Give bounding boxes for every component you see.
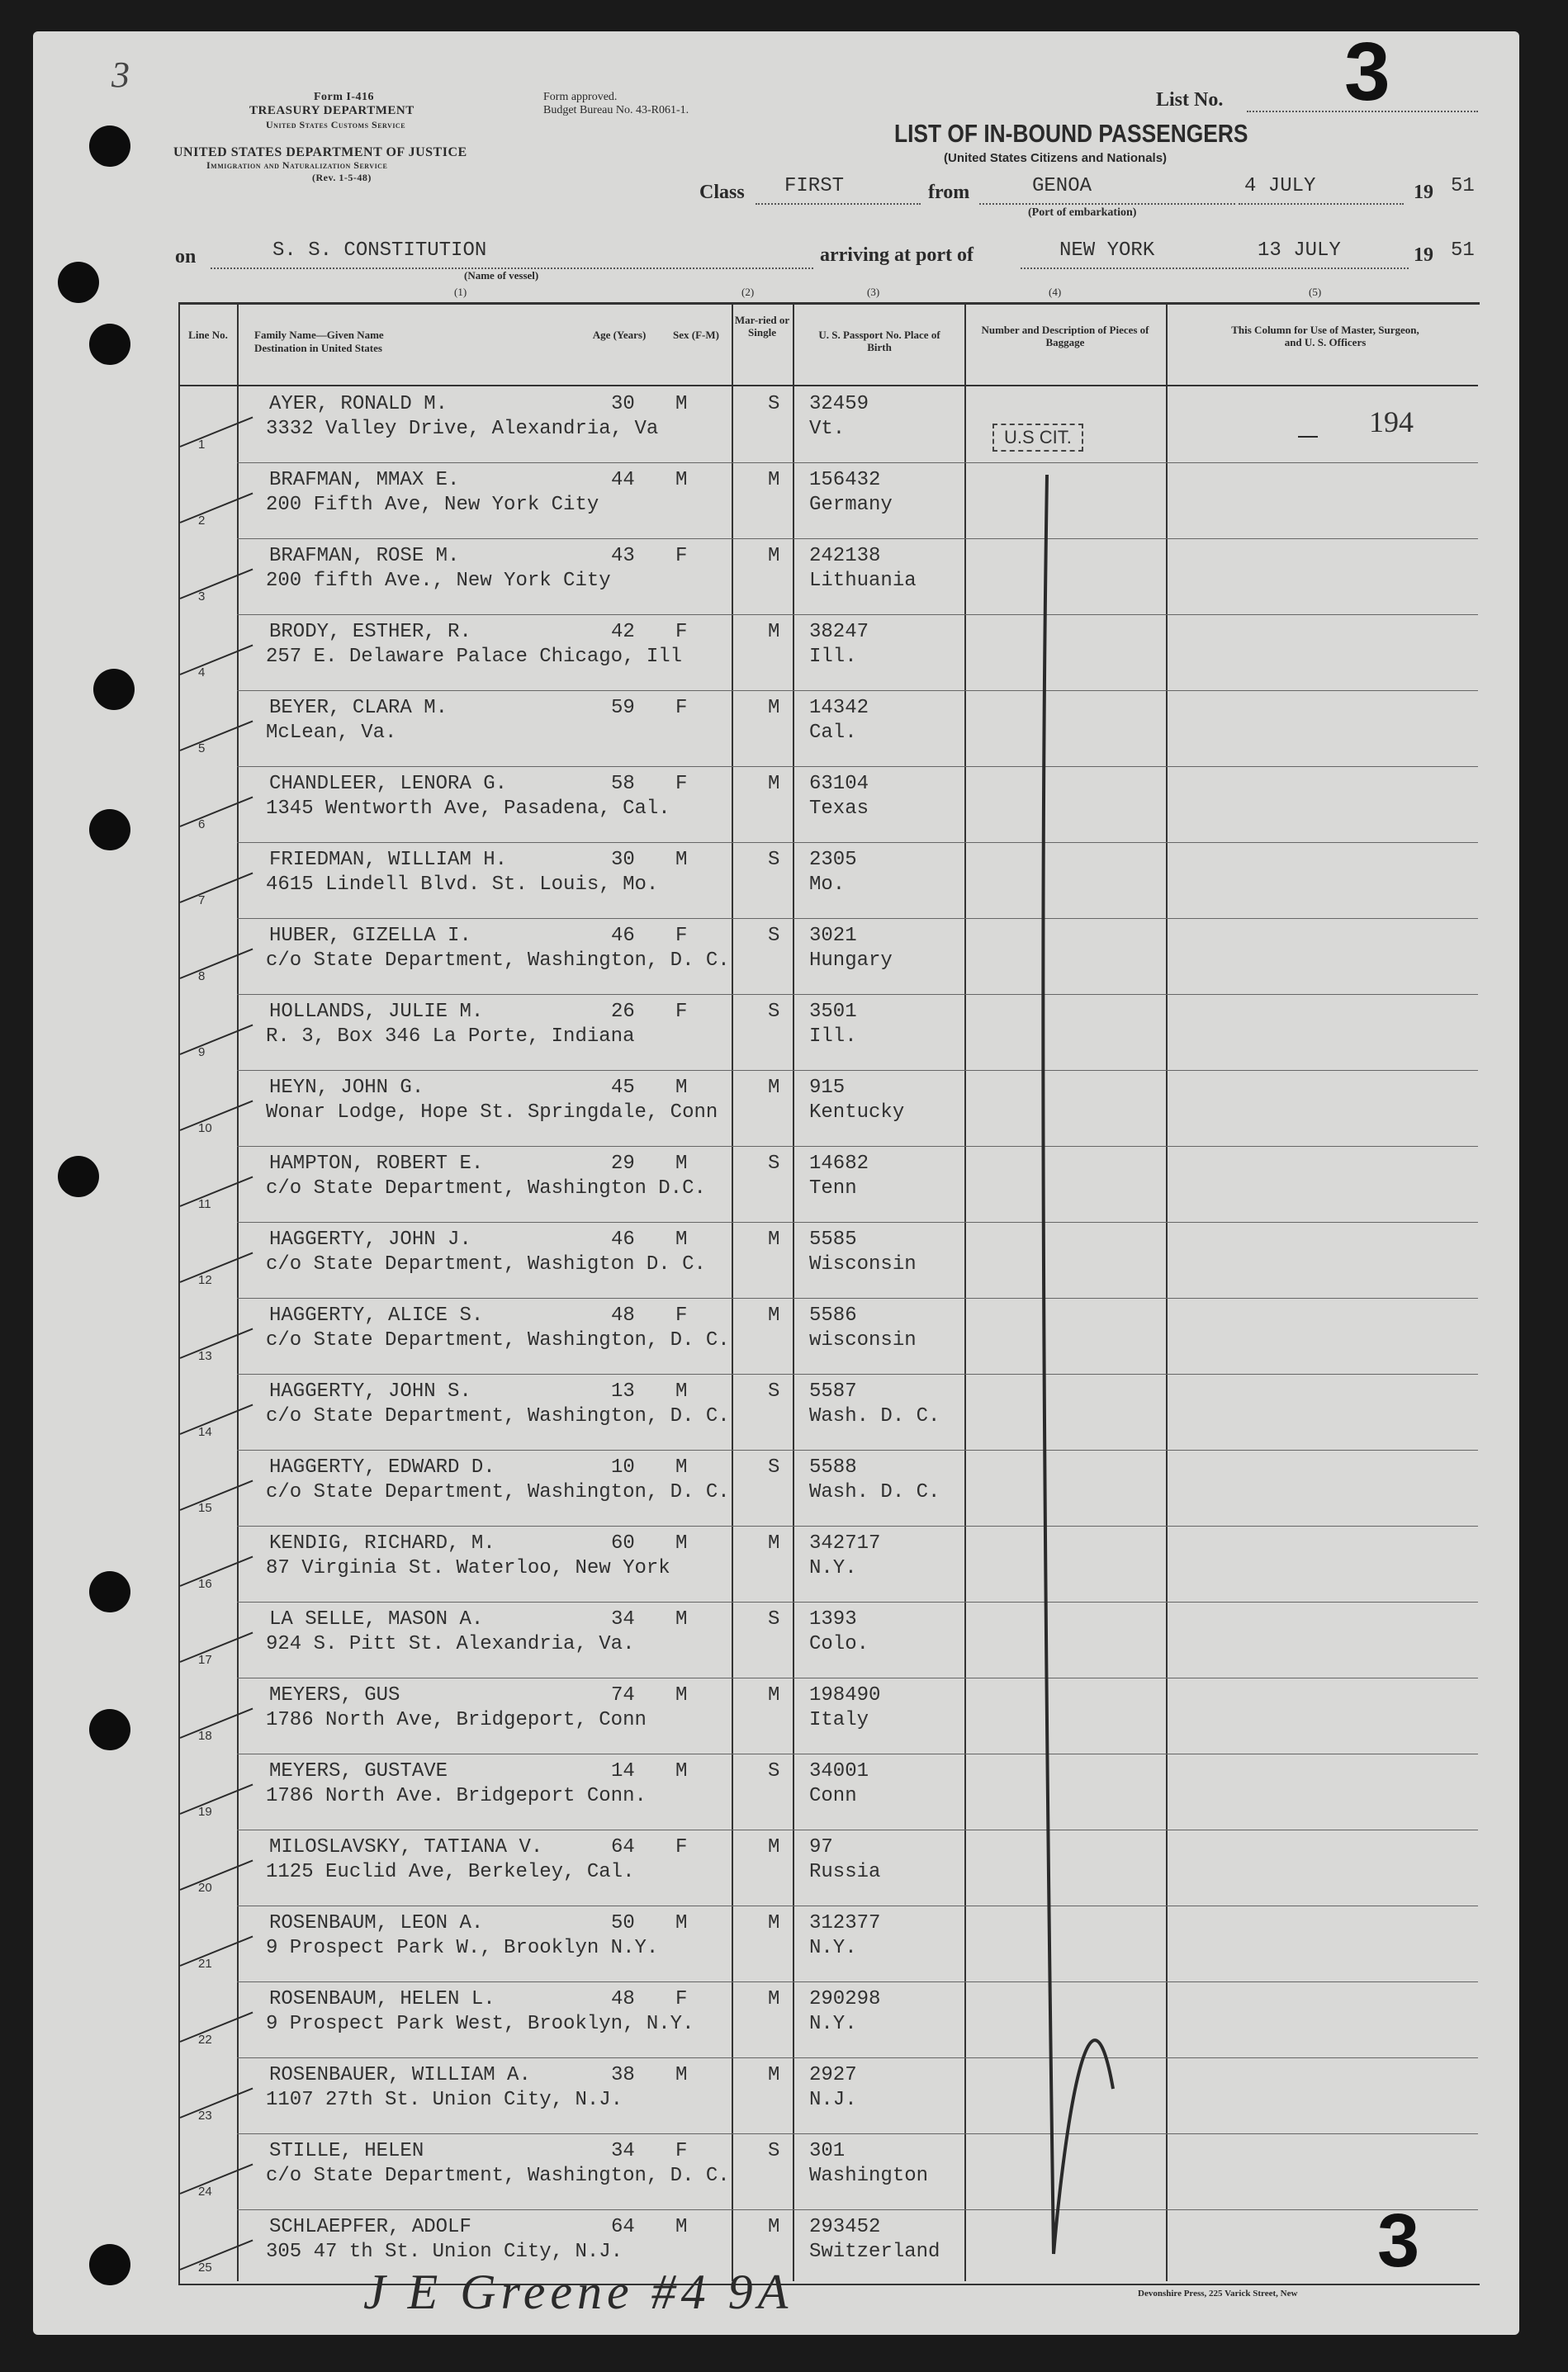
passenger-marital: S [768,2140,780,2162]
birth-place: Ill. [809,646,857,668]
passenger-name: KENDIG, RICHARD, M. [269,1532,495,1555]
line-number: 6 [198,817,206,831]
list-no-value: 3 [1344,26,1390,118]
passenger-sex: M [675,1760,688,1783]
budget-bureau: Budget Bureau No. 43-R061-1. [543,104,689,116]
row-divider [237,1374,1478,1375]
passenger-age: 46 [611,925,635,947]
date-line [1239,203,1404,205]
line-number: 22 [198,2033,212,2047]
from-value: GENOA [1032,175,1092,197]
treasury-dept: TREASURY DEPARTMENT [249,104,415,117]
passport-number: 342717 [809,1532,881,1555]
passenger-marital: M [768,773,780,795]
form-approved: Form approved. [543,91,618,103]
passport-number: 97 [809,1836,833,1858]
passenger-sex: M [675,1456,688,1479]
col-number-2: (2) [741,286,755,298]
passport-number: 34001 [809,1760,869,1783]
passport-number: 2305 [809,849,857,871]
line-number: 2 [198,514,206,528]
footer-mark: 3 [1377,2199,1420,2283]
row-divider [237,538,1478,539]
depart-year-prefix: 19 [1414,182,1433,203]
from-line [979,203,1235,205]
class-value: FIRST [784,175,845,197]
passenger-name: HUBER, GIZELLA I. [269,925,471,947]
row-divider [237,2057,1478,2058]
passenger-destination: 87 Virginia St. Waterloo, New York [266,1557,670,1579]
birth-place: Italy [809,1709,869,1731]
col-number-5: (5) [1309,286,1322,298]
passport-number: 1393 [809,1608,857,1631]
passenger-marital: M [768,2216,780,2238]
passenger-destination: c/o State Department, Washington, D. C. [266,1481,730,1503]
passenger-name: ROSENBAUM, HELEN L. [269,1988,495,2010]
birth-place: Conn [809,1785,857,1807]
row-divider [237,2133,1478,2134]
passenger-sex: F [675,1001,688,1023]
passenger-destination: 200 fifth Ave., New York City [266,570,611,592]
birth-place: Russia [809,1861,881,1883]
passenger-age: 13 [611,1380,635,1403]
passenger-name: HAGGERTY, ALICE S. [269,1304,484,1327]
port-caption: (Port of embarkation) [1028,206,1137,219]
passport-number: 198490 [809,1684,881,1707]
passenger-marital: M [768,2064,780,2086]
birth-place: Switzerland [809,2241,940,2263]
vessel-name: S. S. CONSTITUTION [272,239,487,262]
passenger-name: BEYER, CLARA M. [269,697,448,719]
passenger-destination: 3332 Valley Drive, Alexandria, Va [266,418,659,440]
line-number: 15 [198,1501,212,1515]
passenger-age: 50 [611,1912,635,1934]
passenger-destination: 1107 27th St. Union City, N.J. [266,2089,623,2111]
birth-place: Lithuania [809,570,917,592]
passenger-marital: M [768,1304,780,1327]
passenger-sex: M [675,1912,688,1934]
passport-number: 301 [809,2140,846,2162]
line-number: 24 [198,2185,212,2199]
passport-number: 290298 [809,1988,881,2010]
passenger-name: MILOSLAVSKY, TATIANA V. [269,1836,543,1858]
passenger-marital: M [768,1684,780,1707]
passport-number: 14342 [809,697,869,719]
row-divider [237,1298,1478,1299]
passenger-age: 26 [611,1001,635,1023]
dash-mark [1298,436,1318,438]
passenger-marital: M [768,1836,780,1858]
passenger-age: 38 [611,2064,635,2086]
passenger-sex: M [675,1684,688,1707]
passport-number: 5585 [809,1229,857,1251]
birth-place: N.Y. [809,2013,857,2035]
birth-place: Tenn [809,1177,857,1200]
line-number: 3 [198,589,206,604]
passenger-name: AYER, RONALD M. [269,393,448,415]
birth-place: Kentucky [809,1101,905,1124]
passenger-age: 43 [611,545,635,567]
passenger-name: FRIEDMAN, WILLIAM H. [269,849,508,871]
passenger-destination: Wonar Lodge, Hope St. Springdale, Conn [266,1101,718,1124]
birth-place: Cal. [809,722,857,744]
col-divider [964,302,966,2281]
passenger-age: 29 [611,1153,635,1175]
line-number: 13 [198,1349,212,1363]
passport-number: 14682 [809,1153,869,1175]
passenger-age: 58 [611,773,635,795]
passenger-name: BRAFMAN, MMAX E. [269,469,460,491]
printer-credit: Devonshire Press, 225 Varick Street, New [1138,2289,1298,2299]
passenger-destination: 4615 Lindell Blvd. St. Louis, Mo. [266,874,659,896]
passenger-sex: M [675,1077,688,1099]
passport-number: 3501 [809,1001,857,1023]
passenger-age: 48 [611,1304,635,1327]
passenger-sex: M [675,2216,688,2238]
punch-hole [58,262,99,303]
passport-number: 915 [809,1077,846,1099]
birth-place: Vt. [809,418,846,440]
birth-place: N.Y. [809,1937,857,1959]
passenger-marital: S [768,393,780,415]
passport-number: 32459 [809,393,869,415]
passenger-marital: S [768,1456,780,1479]
line-number: 25 [198,2261,212,2275]
punch-hole [93,669,135,710]
passenger-age: 30 [611,393,635,415]
col-divider [1166,302,1168,2281]
birth-place: wisconsin [809,1329,917,1352]
birth-place: Wisconsin [809,1253,917,1276]
passenger-marital: S [768,925,780,947]
passenger-marital: S [768,1760,780,1783]
line-number: 11 [198,1197,211,1211]
punch-hole [89,809,130,850]
col-number-1: (1) [454,286,467,298]
passenger-sex: M [675,1153,688,1175]
row-divider [237,1602,1478,1603]
passenger-destination: 1345 Wentworth Ave, Pasadena, Cal. [266,798,670,820]
passenger-marital: S [768,1153,780,1175]
arriving-label: arriving at port of [820,244,973,266]
line-number: 21 [198,1957,212,1971]
line-number: 5 [198,741,206,755]
col-header-sex: Sex (F-M) [673,329,719,341]
col-divider [237,302,239,2281]
manifest-subtitle: (United States Citizens and Nationals) [944,151,1168,165]
passenger-destination: R. 3, Box 346 La Porte, Indiana [266,1025,635,1048]
col-header-age: Age (Years) [592,329,647,341]
passenger-age: 34 [611,2140,635,2162]
passenger-age: 45 [611,1077,635,1099]
signature-note: J E Greene #4 9A [363,2265,793,2319]
col-header-passport: U. S. Passport No. Place of Birth [818,329,940,353]
passenger-sex: M [675,469,688,491]
line-number: 20 [198,1881,212,1895]
birth-place: N.Y. [809,1557,857,1579]
passenger-name: MEYERS, GUSTAVE [269,1760,448,1783]
arrival-line [1021,268,1409,269]
officer-note: 194 [1369,405,1414,438]
line-number: 1 [198,438,206,452]
depart-date: 4 JULY [1244,175,1316,197]
punch-hole [89,1571,130,1612]
passport-number: 293452 [809,2216,881,2238]
ins-service: Immigration and Naturalization Service [206,159,388,171]
row-divider [237,1450,1478,1451]
passenger-name: HAGGERTY, EDWARD D. [269,1456,495,1479]
passenger-sex: F [675,545,688,567]
arrival-year: 51 [1451,239,1475,262]
punch-hole [89,324,130,365]
passenger-sex: M [675,1608,688,1631]
arrival-date: 13 JULY [1258,239,1341,262]
line-number: 7 [198,893,206,907]
passenger-destination: 305 47 th St. Union City, N.J. [266,2241,623,2263]
line-number: 4 [198,665,206,679]
birth-place: N.J. [809,2089,857,2111]
passport-number: 2927 [809,2064,857,2086]
row-divider [237,994,1478,995]
passenger-name: HAGGERTY, JOHN J. [269,1229,471,1251]
birth-place: Texas [809,798,869,820]
punch-hole [58,1156,99,1197]
passport-number: 3021 [809,925,857,947]
passenger-name: MEYERS, GUS [269,1684,400,1707]
passport-number: 312377 [809,1912,881,1934]
passport-number: 38247 [809,621,869,643]
col-divider [732,302,733,2281]
line-number: 9 [198,1045,206,1059]
us-citizen-stamp: U.S CIT. [992,424,1083,452]
justice-dept: UNITED STATES DEPARTMENT OF JUSTICE [173,145,467,159]
col-header-dest: Destination in United States [254,342,382,354]
row-divider [237,1146,1478,1147]
corner-mark: 3 [111,54,130,95]
passenger-sex: M [675,1380,688,1403]
birth-place: Washington [809,2165,929,2187]
col-header-baggage: Number and Description of Pieces of Baggage [981,324,1149,348]
passport-number: 5588 [809,1456,857,1479]
passenger-sex: F [675,1836,688,1858]
line-number: 19 [198,1805,212,1819]
passenger-marital: M [768,469,780,491]
birth-place: Mo. [809,874,846,896]
passenger-marital: M [768,621,780,643]
passenger-destination: c/o State Department, Washington D.C. [266,1177,706,1200]
passenger-sex: F [675,2140,688,2162]
punch-hole [89,125,130,167]
baggage-check-stroke [1032,471,1123,2262]
passenger-sex: M [675,849,688,871]
passenger-sex: M [675,1532,688,1555]
passenger-age: 10 [611,1456,635,1479]
passenger-sex: F [675,697,688,719]
passenger-name: BRAFMAN, ROSE M. [269,545,460,567]
passenger-sex: F [675,1988,688,2010]
passenger-age: 30 [611,849,635,871]
row-divider [237,1526,1478,1527]
passenger-destination: c/o State Department, Washington, D. C. [266,1405,730,1427]
passenger-marital: M [768,545,780,567]
depart-year: 51 [1451,175,1475,197]
list-no-label: List No. [1156,89,1224,111]
passenger-sex: M [675,1229,688,1251]
line-number: 14 [198,1425,212,1439]
form-number: Form I-416 [314,91,375,103]
row-divider [237,766,1478,767]
passenger-destination: 9 Prospect Park West, Brooklyn, N.Y. [266,2013,694,2035]
passport-number: 5586 [809,1304,857,1327]
col-number-4: (4) [1049,286,1062,298]
passenger-marital: M [768,1912,780,1934]
customs-service: United States Customs Service [266,119,406,130]
passenger-destination: c/o State Department, Washington, D. C. [266,2165,730,2187]
line-number: 18 [198,1729,212,1743]
passenger-marital: M [768,1532,780,1555]
row-divider [237,842,1478,843]
passenger-destination: 1786 North Ave. Bridgeport Conn. [266,1785,647,1807]
passenger-destination: 9 Prospect Park W., Brooklyn N.Y. [266,1937,659,1959]
arrival-year-prefix: 19 [1414,244,1433,266]
passport-number: 5587 [809,1380,857,1403]
row-divider [237,1222,1478,1223]
passenger-marital: S [768,1001,780,1023]
passenger-name: ROSENBAUM, LEON A. [269,1912,484,1934]
passenger-destination: 1786 North Ave, Bridgeport, Conn [266,1709,647,1731]
col-number-3: (3) [867,286,880,298]
passenger-destination: 1125 Euclid Ave, Berkeley, Cal. [266,1861,635,1883]
punch-hole [89,2244,130,2285]
line-number: 12 [198,1273,212,1287]
passenger-marital: M [768,1077,780,1099]
passenger-name: BRODY, ESTHER, R. [269,621,471,643]
passenger-age: 60 [611,1532,635,1555]
class-line [756,203,921,205]
passenger-marital: M [768,1988,780,2010]
passenger-destination: 200 Fifth Ave, New York City [266,494,599,516]
birth-place: Colo. [809,1633,869,1655]
col-divider [793,302,794,2281]
passenger-name: SCHLAEPFER, ADOLF [269,2216,471,2238]
birth-place: Wash. D. C. [809,1405,940,1427]
passenger-age: 34 [611,1608,635,1631]
passenger-sex: M [675,393,688,415]
birth-place: Ill. [809,1025,857,1048]
passenger-marital: M [768,697,780,719]
passenger-age: 64 [611,2216,635,2238]
passenger-destination: 924 S. Pitt St. Alexandria, Va. [266,1633,635,1655]
passenger-destination: c/o State Department, Washigton D. C. [266,1253,706,1276]
line-number: 10 [198,1121,212,1135]
line-number: 23 [198,2109,212,2123]
passenger-age: 48 [611,1988,635,2010]
passenger-age: 59 [611,697,635,719]
header-divider [178,385,1478,386]
passenger-age: 44 [611,469,635,491]
row-divider [237,1981,1478,1982]
class-label: Class [699,182,745,203]
passenger-sex: F [675,621,688,643]
arrival-port: NEW YORK [1059,239,1155,262]
birth-place: Hungary [809,949,893,972]
passenger-age: 46 [611,1229,635,1251]
passenger-name: HAGGERTY, JOHN S. [269,1380,471,1403]
row-divider [237,918,1478,919]
passenger-destination: McLean, Va. [266,722,397,744]
passport-number: 63104 [809,773,869,795]
form-revision: (Rev. 1-5-48) [312,172,372,183]
row-divider [237,462,1478,463]
row-divider [237,690,1478,691]
passenger-name: ROSENBAUER, WILLIAM A. [269,2064,531,2086]
birth-place: Germany [809,494,893,516]
line-number: 8 [198,969,206,983]
col-header-name: Family Name—Given Name [254,329,384,341]
passenger-name: HEYN, JOHN G. [269,1077,424,1099]
passenger-sex: M [675,2064,688,2086]
on-label: on [175,246,197,268]
passenger-age: 42 [611,621,635,643]
line-number: 16 [198,1577,212,1591]
passenger-marital: S [768,1608,780,1631]
passenger-name: HOLLANDS, JULIE M. [269,1001,484,1023]
passenger-sex: F [675,1304,688,1327]
passenger-name: CHANDLEER, LENORA G. [269,773,508,795]
line-number: 17 [198,1653,212,1667]
passenger-age: 14 [611,1760,635,1783]
col-header-married: Mar-ried or Single [734,314,790,339]
col-header-line: Line No. [188,329,228,341]
passenger-destination: 257 E. Delaware Palace Chicago, Ill [266,646,683,668]
row-divider [237,1070,1478,1071]
punch-hole [89,1709,130,1750]
passenger-age: 64 [611,1836,635,1858]
vessel-caption: (Name of vessel) [464,269,539,282]
passenger-age: 74 [611,1684,635,1707]
passenger-name: LA SELLE, MASON A. [269,1608,484,1631]
col-header-officers: This Column for Use of Master, Surgeon, and U. S. Officers [1231,324,1419,348]
passport-number: 156432 [809,469,881,491]
passenger-marital: M [768,1229,780,1251]
passenger-destination: c/o State Department, Washington, D. C. [266,949,730,972]
passenger-destination: c/o State Department, Washington, D. C. [266,1329,730,1352]
row-divider [237,614,1478,615]
passenger-name: HAMPTON, ROBERT E. [269,1153,484,1175]
from-label: from [928,182,970,203]
birth-place: Wash. D. C. [809,1481,940,1503]
manifest-title: LIST OF IN-BOUND PASSENGERS [894,119,1248,148]
passenger-sex: F [675,773,688,795]
passport-number: 242138 [809,545,881,567]
passenger-sex: F [675,925,688,947]
row-divider [237,2209,1478,2210]
passenger-marital: S [768,1380,780,1403]
passenger-marital: S [768,849,780,871]
passenger-name: STILLE, HELEN [269,2140,424,2162]
